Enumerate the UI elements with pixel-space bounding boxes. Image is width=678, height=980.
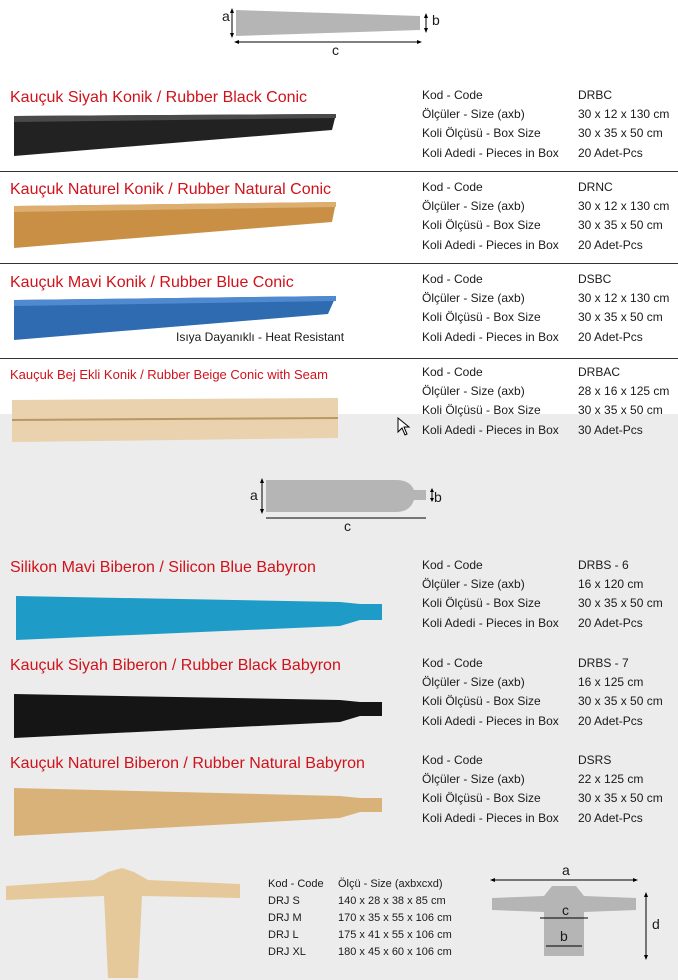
- product-title: Kauçuk Naturel Konik / Rubber Natural Conic: [10, 181, 332, 198]
- spec-block: Kod - Code DRBC Ölçüler - Size (axb) 30 x 12 x 130 cm Koli Ölçüsü - Box Size 30 x 35 x 50 cm Koli Adedi - Pieces in Box 20 Adet-Pcs: [422, 88, 670, 160]
- jacket-dim-label-b: b: [560, 928, 568, 944]
- jacket-dim-label-a: a: [562, 862, 570, 878]
- section-divider: [0, 171, 678, 172]
- dim-label-b: b: [432, 12, 440, 28]
- dim-label-a: a: [222, 8, 230, 24]
- dim-label-c: c: [332, 42, 339, 58]
- babyron-dim-label-b: b: [434, 489, 442, 505]
- product-title: Kauçuk Naturel Biberon / Rubber Natural Babyron: [10, 755, 365, 772]
- beige-conic-product-image: [10, 396, 342, 446]
- heat-resistant-note: Isıya Dayanıklı - Heat Resistant: [176, 330, 345, 344]
- natural-conic-product-image: [10, 198, 342, 252]
- section-divider: [0, 263, 678, 264]
- rubber-jacket-product-image: [4, 862, 244, 978]
- jacket-dimension-diagram: [488, 866, 668, 976]
- table-row: DRJ XL 180 x 45 x 60 x 106 cm: [268, 946, 452, 958]
- table-row: DRJ L 175 x 41 x 55 x 106 cm: [268, 929, 452, 941]
- table-header-row: Kod - Code Ölçü - Size (axbxcxd): [268, 878, 443, 890]
- jacket-dim-label-d: d: [652, 916, 660, 932]
- conic-shape-outline: [236, 10, 420, 36]
- product-title: Kauçuk Siyah Konik / Rubber Black Conic: [10, 89, 308, 106]
- black-conic-product-image: [10, 110, 342, 162]
- jacket-dim-label-c: c: [562, 902, 569, 918]
- product-title: Kauçuk Bej Ekli Konik / Rubber Beige Conic with Seam: [10, 367, 328, 382]
- section-divider: [0, 358, 678, 359]
- product-title: Kauçuk Siyah Biberon / Rubber Black Babyron: [10, 657, 341, 674]
- jacket-size-table: [268, 876, 452, 961]
- babyron-dim-label-c: c: [344, 518, 351, 534]
- natural-babyron-product-image: [10, 782, 385, 838]
- blue-babyron-product-image: [10, 588, 385, 644]
- spec-block: Kod - Code DSRS Ölçüler - Size (axb) 22 x 125 cm Koli Ölçüsü - Box Size 30 x 35 x 50 cm Koli Adedi - Pieces in Box 20 Adet-Pcs: [422, 753, 663, 825]
- product-title: Silikon Mavi Biberon / Silicon Blue Babyron: [10, 559, 316, 576]
- spec-block: Kod - Code DRBS - 6 Ölçüler - Size (axb) 16 x 120 cm Koli Ölçüsü - Box Size 30 x 35 x 50 cm Koli Adedi - Pieces in Box 20 Adet-Pcs: [422, 558, 663, 630]
- spec-block: Kod - Code DRNC Ölçüler - Size (axb) 30 x 12 x 130 cm Koli Ölçüsü - Box Size 30 x 35 x 50 cm Koli Adedi - Pieces in Box 20 Adet-Pcs: [422, 180, 670, 252]
- table-row: DRJ S 140 x 28 x 38 x 85 cm: [268, 895, 446, 907]
- mouse-cursor-icon: [397, 417, 411, 437]
- babyron-dim-label-a: a: [250, 487, 258, 503]
- spec-block: Kod - Code DSBC Ölçüler - Size (axb) 30 x 12 x 130 cm Koli Ölçüsü - Box Size 30 x 35 x 50 cm Koli Adedi - Pieces in Box 20 Adet-Pcs: [422, 272, 670, 344]
- babyron-dimension-diagram: [246, 476, 446, 520]
- spec-block: Kod - Code DRBAC Ölçüler - Size (axb) 28 x 16 x 125 cm Koli Ölçüsü - Box Size 30 x 35 x 50 cm Koli Adedi - Pieces in Box 30 Adet-Pcs: [422, 365, 670, 437]
- product-title: Kauçuk Mavi Konik / Rubber Blue Conic: [10, 274, 294, 291]
- black-babyron-product-image: [10, 686, 385, 742]
- table-row: DRJ M 170 x 35 x 55 x 106 cm: [268, 912, 452, 924]
- spec-block: Kod - Code DRBS - 7 Ölçüler - Size (axb) 16 x 125 cm Koli Ölçüsü - Box Size 30 x 35 x 50 cm Koli Adedi - Pieces in Box 20 Adet-Pcs: [422, 656, 663, 728]
